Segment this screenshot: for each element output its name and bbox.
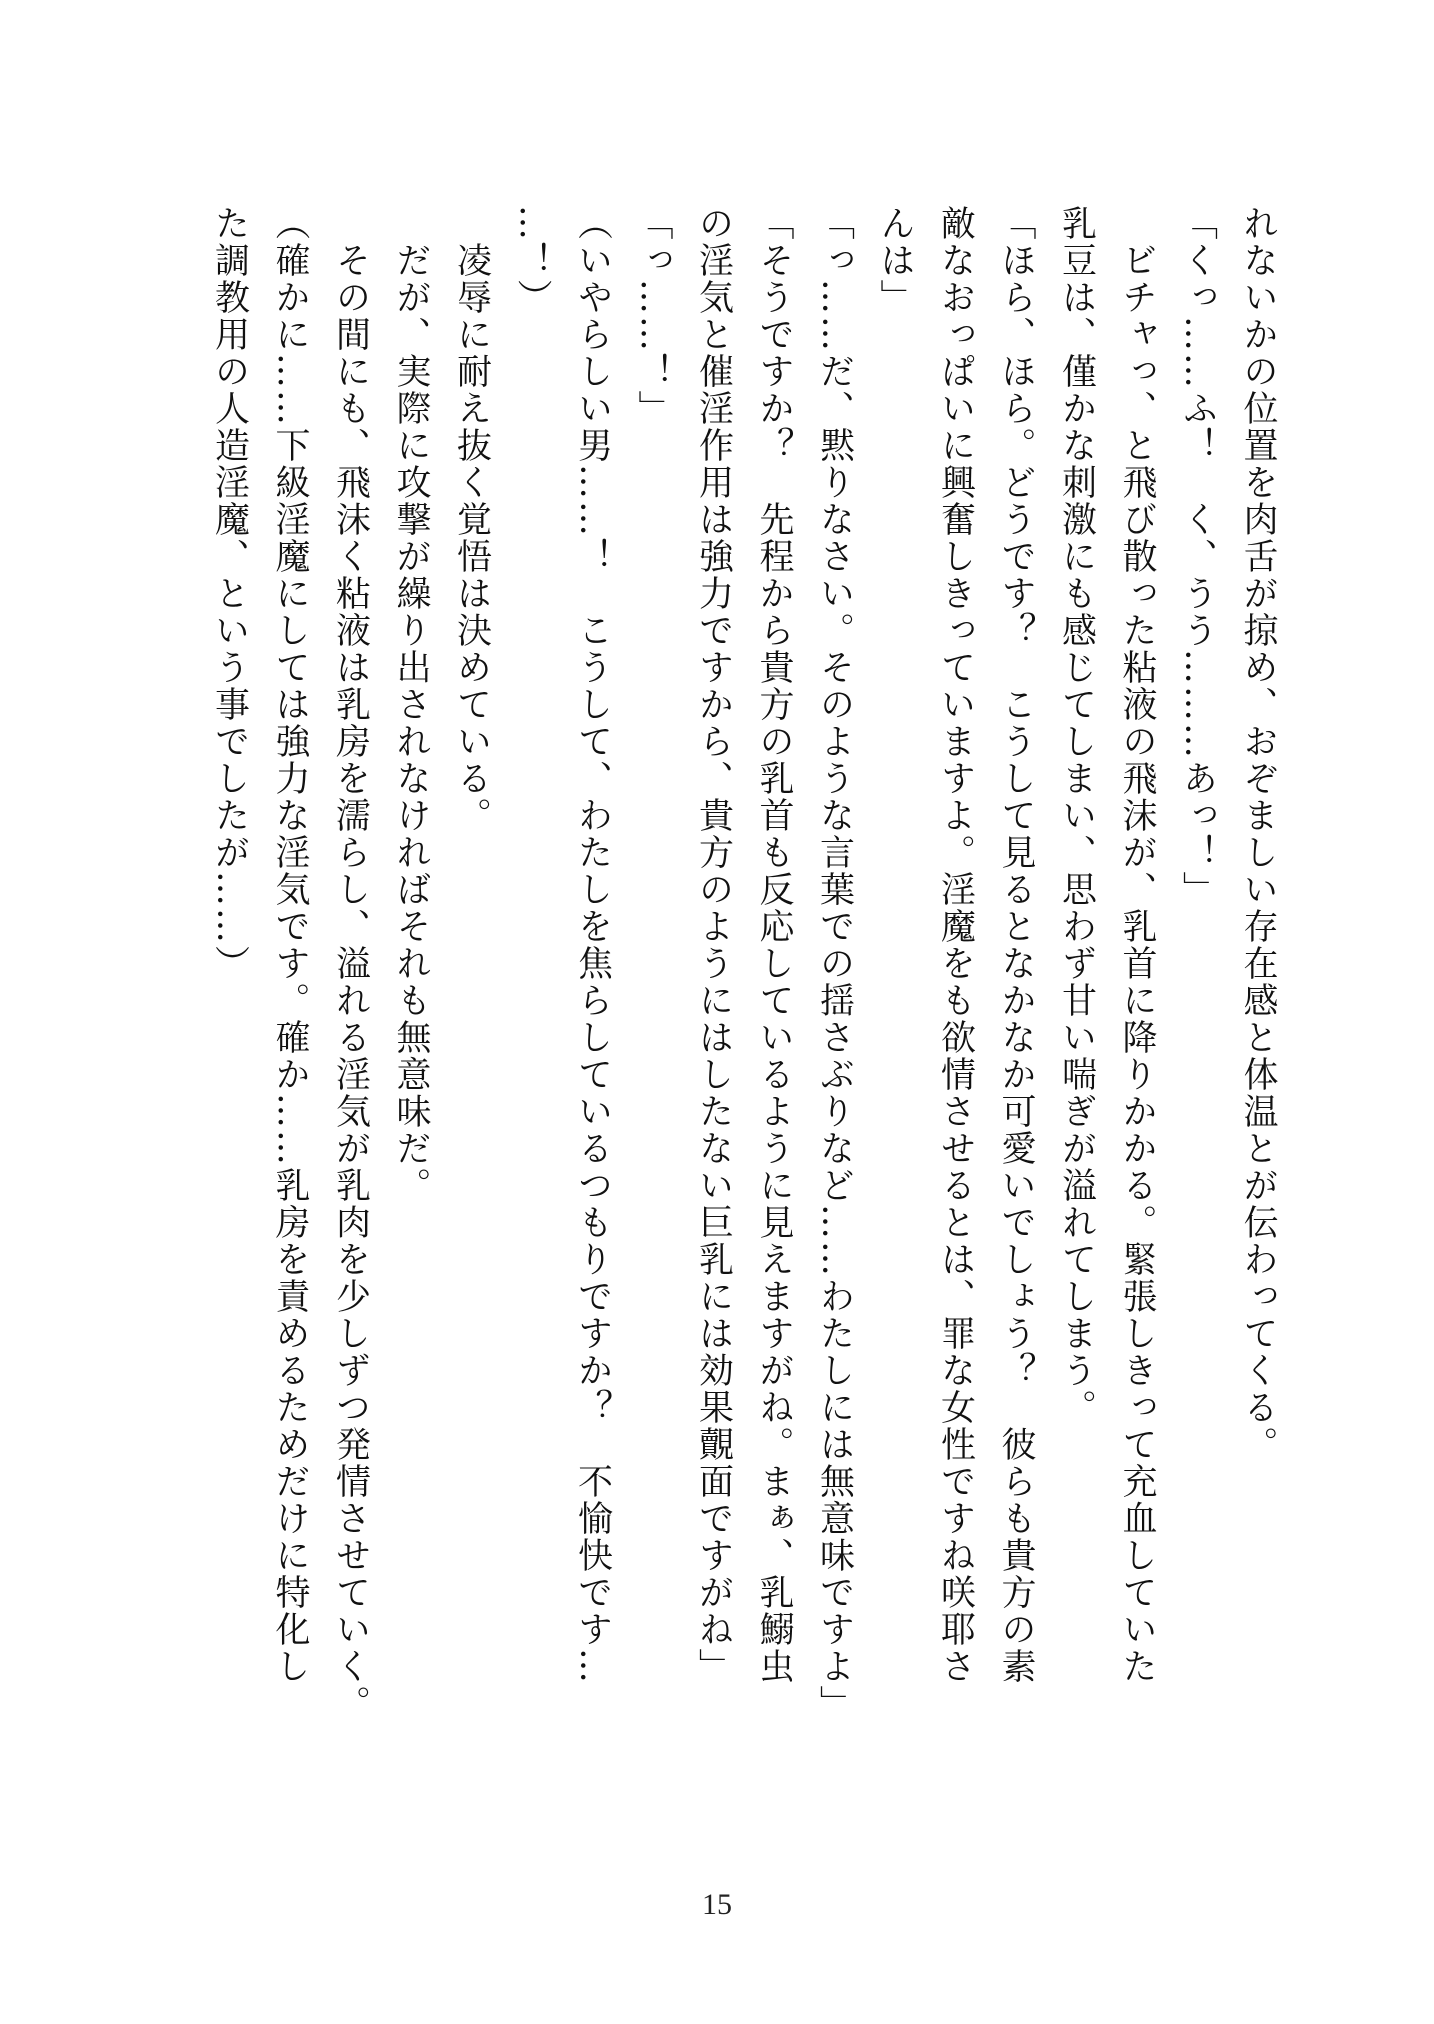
text-column: の淫気と催淫作用は強力ですから、貴方のようにはしたない巨乳には効果覿面ですがね」 (693, 205, 734, 1685)
text-column: ビチャっ、と飛び散った粘液の飛沫が、乳首に降りかかる。緊張しきって充血していた (1117, 205, 1157, 1685)
text-column: んは」 (875, 205, 915, 316)
body-text (138, 205, 1288, 1825)
text-column: 「ほら、ほら。どうです？ こうして見るとなかなか可愛いでしょう？ 彼らも貴方の素 (996, 205, 1036, 1685)
text-column: れないかの位置を肉舌が掠め、おぞましい存在感と体温とが伝わってくる。 (1238, 205, 1278, 1463)
text-column: た調教用の人造淫魔、という事でしたが……） (209, 205, 250, 982)
page-number: 15 (702, 1888, 732, 1921)
text-column: 敵なおっぱいに興奮しきっていますよ。淫魔をも欲情させるとは、罪な女性ですね咲耶さ (935, 205, 976, 1685)
text-column: 「っ……！」 (633, 205, 673, 427)
text-column: （確かに……下級淫魔にしては強力な淫気です。確か……乳房を責めるためだけに特化し (270, 205, 310, 1685)
text-column: だが、実際に攻撃が繰り出されなければそれも無意味だ。 (391, 205, 431, 1204)
text-column: 凌辱に耐え抜く覚悟は決めている。 (451, 205, 492, 834)
text-column: …！） (512, 205, 552, 316)
text-column: 「っ……だ、黙りなさい。そのような言葉での揺さぶりなど……わたしには無意味ですよ」 (814, 205, 855, 1722)
text-column: 「くっ……ふ！ く、うう………あっ！」 (1177, 205, 1218, 908)
text-column: 乳豆は、僅かな刺激にも感じてしまい、思わず甘い喘ぎが溢れてしまう。 (1056, 205, 1097, 1426)
text-column: 「そうですか？ 先程から貴方の乳首も反応しているように見えますがね。まぁ、乳鰯虫 (754, 205, 794, 1685)
text-column: （いやらしい男……！ こうして、わたしを焦らしているつもりですか？ 不愉快です… (572, 205, 613, 1685)
text-column: その間にも、飛沫く粘液は乳房を濡らし、溢れる淫気が乳肉を少しずつ発情させていく。 (330, 205, 371, 1722)
